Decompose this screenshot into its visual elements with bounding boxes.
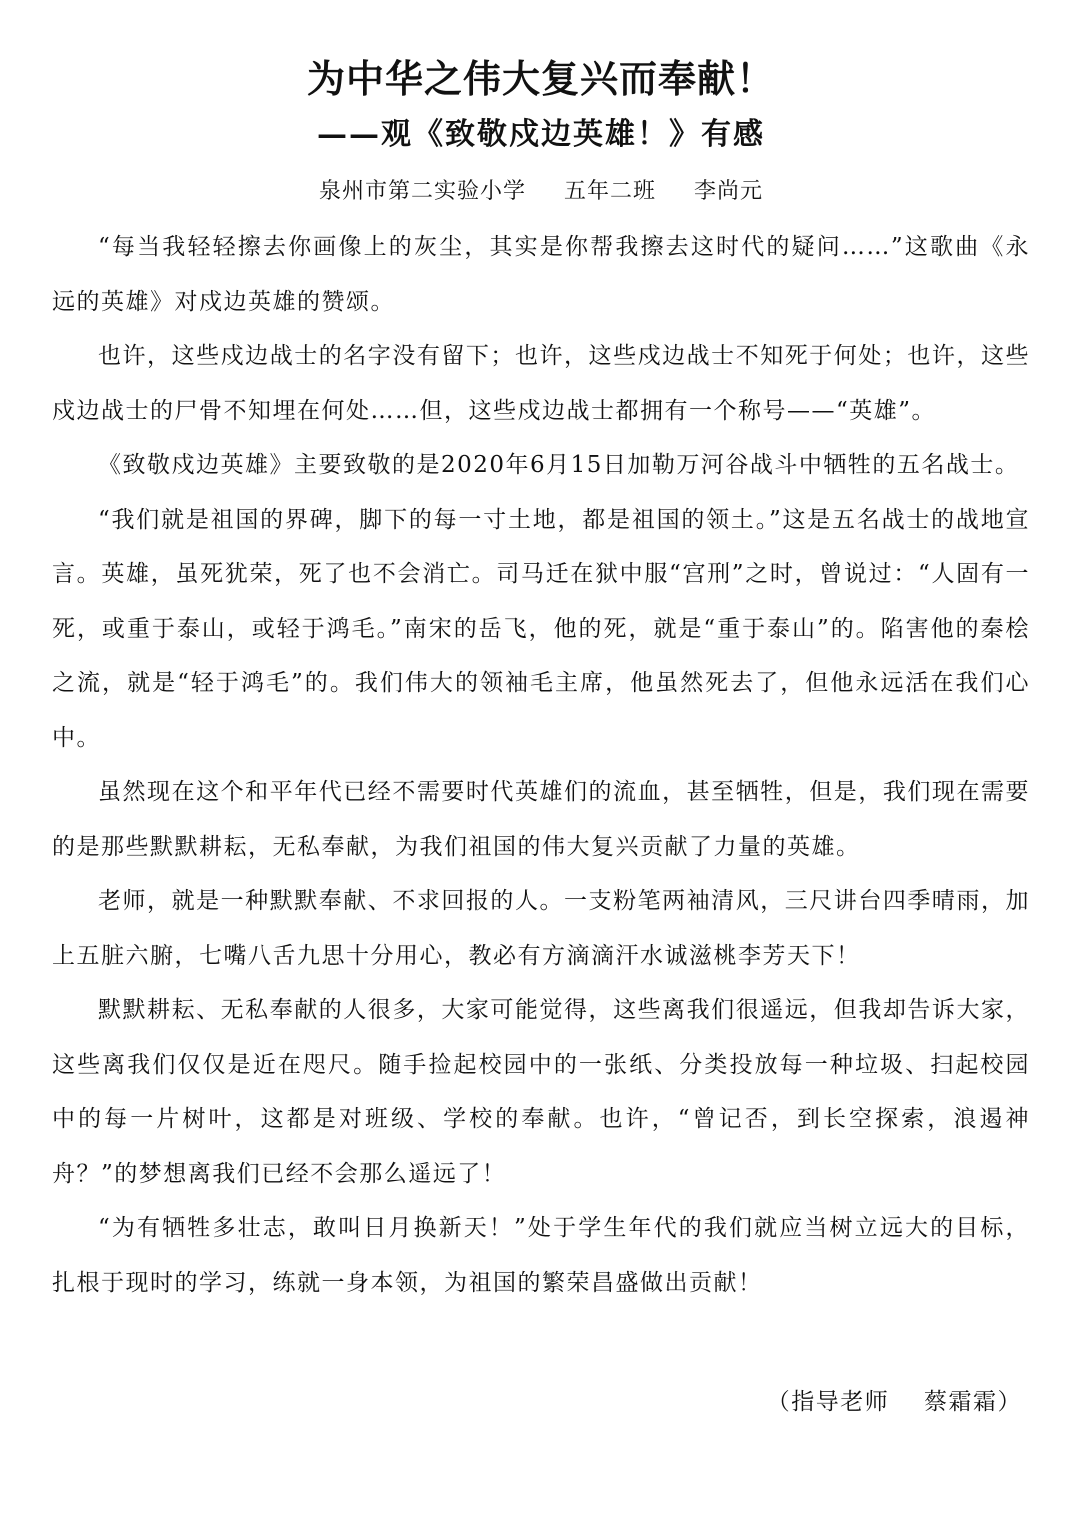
- article-subtitle: ——观《致敬戍边英雄！》有感: [317, 117, 765, 152]
- paragraph: “为有牺牲多壮志，敢叫日月换新天！”处于学生年代的我们就应当树立远大的目标，扎根于现时的学习，练就一身本领，为祖国的繁荣昌盛做出贡献！: [52, 1215, 1030, 1296]
- paragraph: 默默耕耘、无私奉献的人很多，大家可能觉得，这些离我们很遥远，但我却告诉大家，这些离我们仅仅是近在咫尺。随手捡起校园中的一张纸、分类投放每一种垃圾、扫起校园中的每一片树叶，这都是对班级、学校的奉献。也许，“曾记否，到长空探索，浪遏神舟？”的梦想离我们已经不会那么遥远了！: [52, 997, 1030, 1187]
- paragraph: 也许，这些戍边战士的名字没有留下；也许，这些戍边战士不知死于何处；也许，这些戍边战士的尸骨不知埋在何处……但，这些戍边战士都拥有一个称号——“英雄”。: [52, 343, 1030, 424]
- paragraph: 《致敬戍边英雄》主要致敬的是2020年6月15日加勒万河谷战斗中牺牲的五名战士。: [98, 452, 1020, 478]
- teacher-signature: [767, 1382, 1022, 1422]
- article-title: 为中华之伟大复兴而奉献！: [306, 57, 775, 101]
- paragraph: “我们就是祖国的界碑，脚下的每一寸土地，都是祖国的领土。”这是五名战士的战地宣言。英雄，虽死犹荣，死了也不会消亡。司马迁在狱中服“宫刑”之时，曾说过：“人固有一死，或重于泰山，或轻于鸿毛。”南宋的岳飞，他的死，就是“重于泰山”的。陷害他的秦桧之流，就是“轻于鸿毛”的。我们伟大的领袖毛主席，他虽然死去了，但他永远活在我们心中。: [52, 506, 1030, 751]
- author-class: 五年二班: [563, 179, 656, 204]
- paragraph: 虽然现在这个和平年代已经不需要时代英雄们的流血，甚至牺牲，但是，我们现在需要的是那些默默耕耘，无私奉献，为我们祖国的伟大复兴贡献了力量的英雄。: [52, 779, 1030, 860]
- author-school: 泉州市第二实验小学: [318, 179, 526, 204]
- author-name: 李尚元: [694, 179, 764, 204]
- author-byline: [52, 170, 1030, 214]
- document-page: [52, 0, 1030, 1528]
- signature-label: （指导老师: [766, 1389, 890, 1415]
- signature-name: 蔡霜霜）: [924, 1389, 1022, 1415]
- article-body: [52, 220, 1030, 1310]
- paragraph: “每当我轻轻擦去你画像上的灰尘，其实是你帮我擦去这时代的疑问……”这歌曲《永远的英雄》对戍边英雄的赞颂。: [52, 234, 1030, 315]
- paragraph: 老师，就是一种默默奉献、不求回报的人。一支粉笔两袖清风，三尺讲台四季晴雨，加上五脏六腑，七嘴八舌九思十分用心，教必有方滴滴汗水诚滋桃李芳天下！: [52, 888, 1030, 969]
